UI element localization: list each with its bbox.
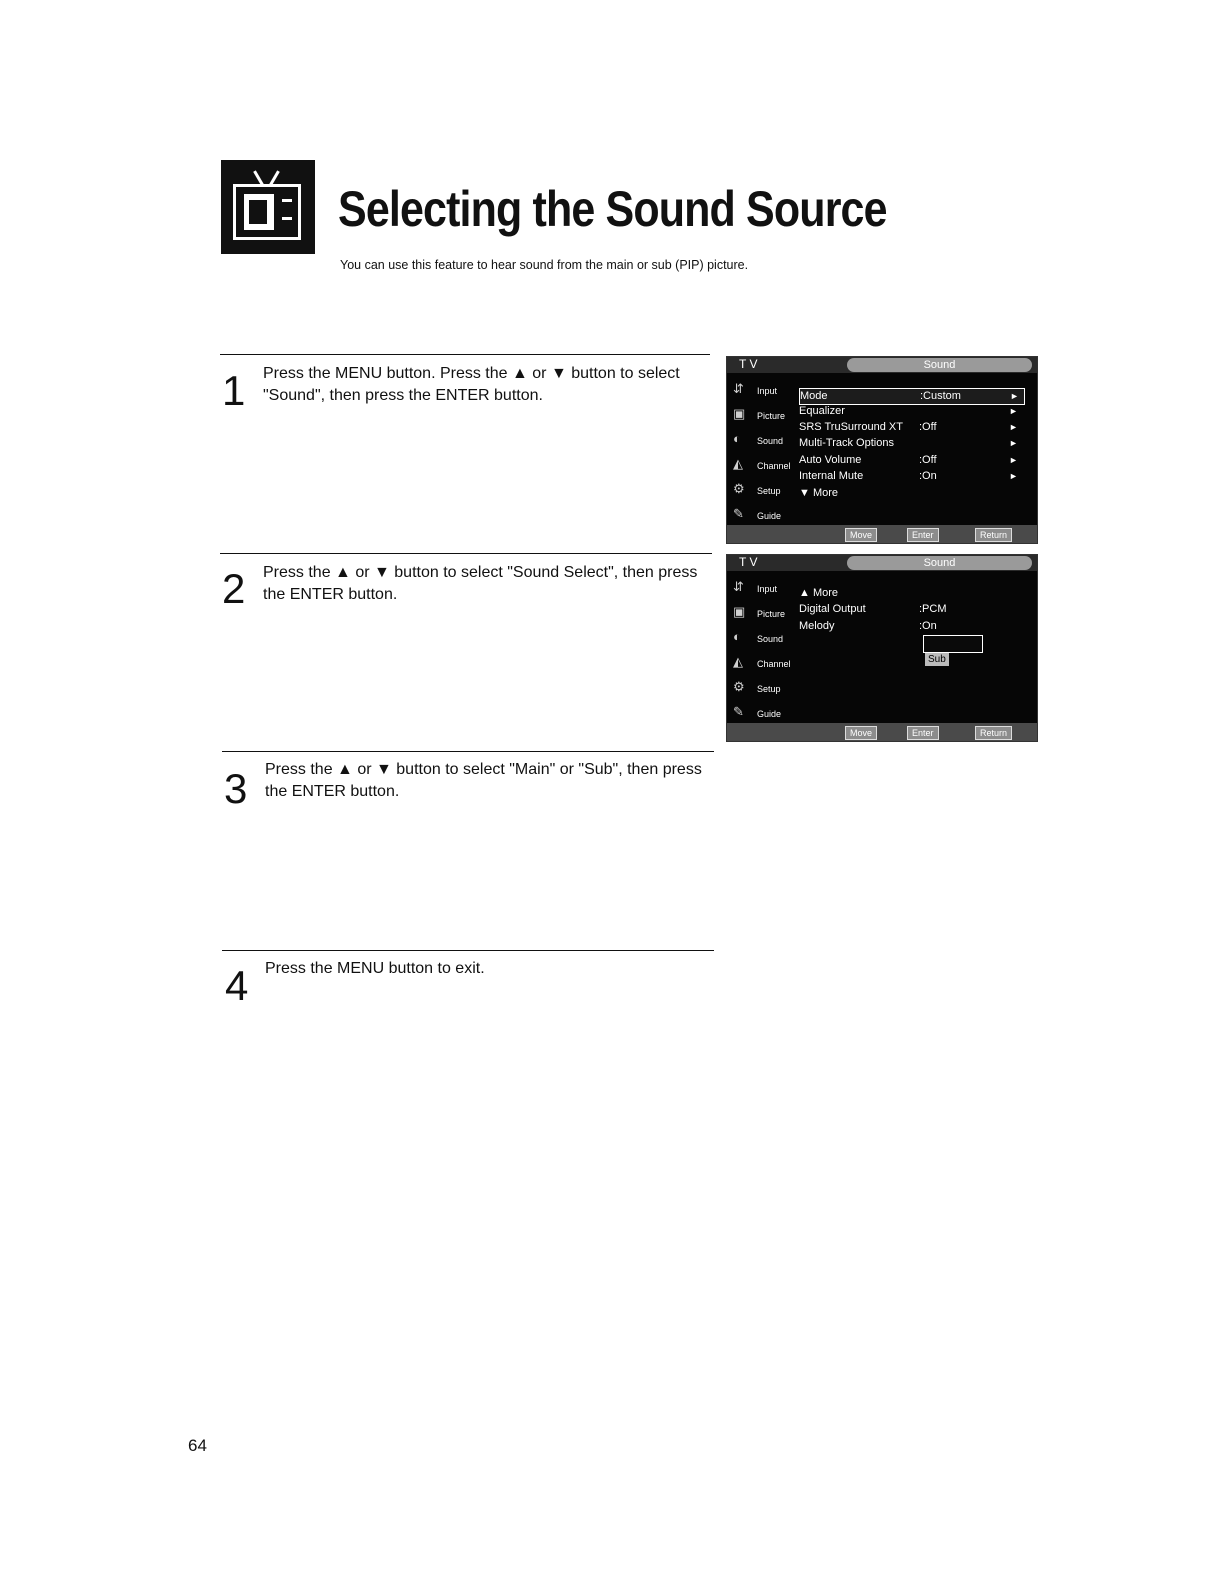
osd-sound-menu <box>726 356 1038 544</box>
osd-enter-button: Enter <box>907 528 939 542</box>
osd-sidebar-input: ⇵ Input <box>733 579 778 594</box>
page-title: Selecting the Sound Source <box>338 181 887 237</box>
channel-icon: ◭ <box>733 654 743 669</box>
osd-enter-button: Enter <box>907 726 939 740</box>
osd-tab-sound: Sound <box>847 556 1032 570</box>
tv-frame <box>233 184 301 240</box>
step-text: Press the MENU button. Press the ▲ or ▼ button to select "Sound", then press the ENTER button. <box>263 365 680 404</box>
osd-bottom-bar <box>727 525 1037 543</box>
divider <box>220 553 712 554</box>
step-text: Press the ▲ or ▼ button to select "Sound Select", then press the ENTER button. <box>263 564 698 603</box>
step-number: 4 <box>225 962 249 1009</box>
osd-top-bar <box>727 357 1037 373</box>
osd-popup-sub-option: Sub <box>925 653 949 666</box>
input-icon: ⇵ <box>733 381 744 396</box>
osd-top-bar <box>727 555 1037 571</box>
osd-sidebar-sound: ◐ Sound <box>733 629 784 644</box>
osd-row-melody: Melody :On <box>799 620 937 632</box>
picture-icon: ▣ <box>733 406 746 421</box>
osd-row-internal-mute: Internal Mute :On ► <box>799 470 1018 482</box>
osd-sidebar-channel: ◭ Channel <box>733 654 791 669</box>
osd-sidebar-sound: ◐ Sound <box>733 431 784 446</box>
osd-row-multitrack: Multi-Track Options ► <box>799 437 1018 449</box>
sound-icon: ◐ <box>733 431 741 446</box>
step-number: 1 <box>222 367 246 414</box>
osd-sound-select-menu <box>726 554 1038 742</box>
osd-row-more: ▲ More <box>799 587 839 599</box>
osd-sidebar-guide: ✎ Guide <box>733 704 782 719</box>
osd-sidebar-channel: ◭ Channel <box>733 456 791 471</box>
osd-row-mode: Mode :Custom ► <box>799 388 1025 405</box>
divider <box>220 354 710 355</box>
osd-move-button: Move <box>845 528 877 542</box>
osd-sidebar-guide: ✎ Guide <box>733 506 782 521</box>
divider <box>222 950 714 951</box>
step-text: Press the MENU button to exit. <box>265 960 485 977</box>
osd-sidebar-picture: ▣ Picture <box>733 604 786 619</box>
osd-row-srs: SRS TruSurround XT :Off ► <box>799 421 1018 433</box>
osd-popup-main-option <box>923 635 983 653</box>
channel-icon: ◭ <box>733 456 743 471</box>
sound-icon: ◐ <box>733 629 741 644</box>
setup-icon: ⚙ <box>733 679 745 694</box>
osd-sidebar-setup: ⚙ Setup <box>733 679 781 694</box>
osd-sidebar <box>731 379 793 529</box>
input-icon: ⇵ <box>733 579 744 594</box>
osd-row-equalizer: Equalizer ► <box>799 405 1018 417</box>
osd-return-button: Return <box>975 726 1012 740</box>
osd-tab-sound: Sound <box>847 358 1032 372</box>
guide-icon: ✎ <box>733 704 744 719</box>
step-text: Press the ▲ or ▼ button to select "Main" or "Sub", then press the ENTER button. <box>265 761 702 800</box>
step-number: 2 <box>222 565 246 612</box>
osd-tv-label: T V <box>739 357 758 371</box>
osd-tv-label: T V <box>739 555 758 569</box>
divider <box>222 751 714 752</box>
osd-sidebar-picture: ▣ Picture <box>733 406 786 421</box>
picture-icon: ▣ <box>733 604 746 619</box>
osd-bottom-bar <box>727 723 1037 741</box>
osd-sidebar <box>731 577 793 727</box>
guide-icon: ✎ <box>733 506 744 521</box>
osd-return-button: Return <box>975 528 1012 542</box>
page-number: 64 <box>188 1436 207 1455</box>
step-number: 3 <box>224 765 248 812</box>
tv-logo-icon <box>221 160 315 254</box>
osd-sidebar-setup: ⚙ Setup <box>733 481 781 496</box>
page-subtitle: You can use this feature to hear sound from the main or sub (PIP) picture. <box>340 258 749 272</box>
setup-icon: ⚙ <box>733 481 745 496</box>
osd-row-digital-output: Digital Output :PCM <box>799 603 947 615</box>
osd-row-more: ▼ More <box>799 487 839 499</box>
osd-sidebar-input: ⇵ Input <box>733 381 778 396</box>
osd-row-auto-volume: Auto Volume :Off ► <box>799 454 1018 466</box>
osd-move-button: Move <box>845 726 877 740</box>
tv-screen <box>244 194 274 230</box>
